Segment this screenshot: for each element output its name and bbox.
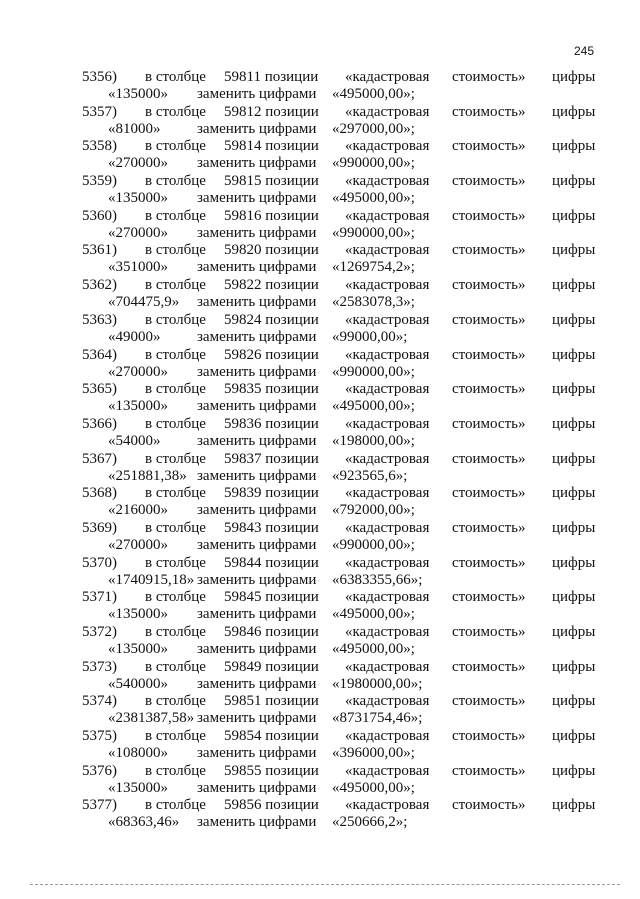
entry-line-2 <box>0 259 640 276</box>
entry-line-1 <box>0 624 640 641</box>
column-word: в столбце <box>145 69 206 85</box>
new-value: «990000,00»; <box>332 363 415 380</box>
new-value: «495000,00»; <box>332 641 415 657</box>
position-code: 59820 позиции <box>224 242 319 259</box>
entry-line-2 <box>0 121 640 138</box>
old-value: «135000» <box>108 641 168 657</box>
new-value: «495000,00»; <box>332 779 415 796</box>
old-value: «49000» <box>108 328 161 345</box>
replace-phrase: заменить цифрами <box>197 86 317 102</box>
entry-line-2 <box>0 641 640 658</box>
amendment-list <box>0 69 640 832</box>
column-word: в столбце <box>145 728 206 745</box>
old-value: «135000» <box>108 779 168 796</box>
cadastral-word: «кадастровая <box>345 658 430 675</box>
entry-line-2 <box>0 364 640 381</box>
position-code: 59835 позиции <box>224 381 319 398</box>
old-value: «135000» <box>108 606 168 623</box>
cost-word: стоимость» <box>452 103 526 120</box>
cadastral-word: «кадастровая <box>345 693 430 710</box>
old-value: «270000» <box>108 363 168 380</box>
entry-number: 5359) <box>82 173 117 190</box>
cadastral-word: «кадастровая <box>345 207 430 224</box>
new-value: «198000,00»; <box>332 432 415 449</box>
cadastral-word: «кадастровая <box>345 311 430 328</box>
cadastral-word: «кадастровая <box>345 138 430 155</box>
digits-word: цифры <box>552 450 596 467</box>
entry-number: 5356) <box>82 69 117 85</box>
entry-number: 5357) <box>82 103 117 120</box>
new-value: «495000,00»; <box>332 606 415 623</box>
entry-line-2 <box>0 86 640 103</box>
column-word: в столбце <box>145 311 206 328</box>
entry-line-1 <box>0 277 640 294</box>
entry-number: 5374) <box>82 693 117 710</box>
digits-word: цифры <box>552 103 596 120</box>
old-value: «540000» <box>108 675 168 692</box>
entry-line-2 <box>0 745 640 762</box>
cadastral-word: «кадастровая <box>345 346 430 363</box>
column-word: в столбце <box>145 103 206 120</box>
old-value: «270000» <box>108 224 168 241</box>
entry-line-1 <box>0 520 640 537</box>
page-number: 245 <box>573 44 594 58</box>
entry-line-2 <box>0 225 640 242</box>
replace-phrase: заменить цифрами <box>197 606 317 623</box>
column-word: в столбце <box>145 450 206 467</box>
column-word: в столбце <box>145 346 206 363</box>
column-word: в столбце <box>145 138 206 155</box>
list-item <box>0 624 640 659</box>
cadastral-word: «кадастровая <box>345 624 430 640</box>
position-code: 59824 позиции <box>224 311 319 328</box>
replace-phrase: заменить цифрами <box>197 259 317 276</box>
replace-phrase: заменить цифрами <box>197 536 317 553</box>
entry-line-2 <box>0 676 640 693</box>
old-value: «81000» <box>108 120 161 137</box>
list-item <box>0 208 640 243</box>
entry-line-2 <box>0 433 640 450</box>
digits-word: цифры <box>552 242 596 259</box>
cost-word: стоимость» <box>452 519 526 536</box>
entry-line-1 <box>0 763 640 780</box>
new-value: «297000,00»; <box>332 120 415 137</box>
cost-word: стоимость» <box>452 381 526 398</box>
list-item <box>0 138 640 173</box>
entry-line-1 <box>0 312 640 329</box>
cadastral-word: «кадастровая <box>345 69 430 85</box>
list-item <box>0 104 640 139</box>
old-value: «54000» <box>108 432 161 449</box>
column-word: в столбце <box>145 381 206 398</box>
entry-line-2 <box>0 294 640 311</box>
cost-word: стоимость» <box>452 554 526 571</box>
list-item <box>0 173 640 208</box>
position-code: 59849 позиции <box>224 658 319 675</box>
column-word: в столбце <box>145 207 206 224</box>
new-value: «250666,2»; <box>332 814 408 831</box>
cost-word: стоимость» <box>452 242 526 259</box>
list-item <box>0 277 640 312</box>
digits-word: цифры <box>552 173 596 190</box>
digits-word: цифры <box>552 728 596 745</box>
new-value: «1269754,2»; <box>332 259 415 276</box>
entry-number: 5361) <box>82 242 117 259</box>
new-value: «990000,00»; <box>332 536 415 553</box>
replace-phrase: заменить цифрами <box>197 120 317 137</box>
new-value: «99000,00»; <box>332 328 408 345</box>
column-word: в столбце <box>145 762 206 779</box>
cost-word: стоимость» <box>452 762 526 779</box>
old-value: «270000» <box>108 536 168 553</box>
entry-number: 5363) <box>82 311 117 328</box>
old-value: «270000» <box>108 155 168 172</box>
list-item <box>0 763 640 798</box>
list-item <box>0 485 640 520</box>
list-item <box>0 242 640 277</box>
replace-phrase: заменить цифрами <box>197 224 317 241</box>
cadastral-word: «кадастровая <box>345 277 430 294</box>
entry-number: 5375) <box>82 728 117 745</box>
entry-number: 5370) <box>82 554 117 571</box>
replace-phrase: заменить цифрами <box>197 190 317 207</box>
entry-line-2 <box>0 780 640 797</box>
entry-number: 5367) <box>82 450 117 467</box>
cost-word: стоимость» <box>452 589 526 606</box>
old-value: «135000» <box>108 190 168 207</box>
cost-word: стоимость» <box>452 693 526 710</box>
list-item <box>0 520 640 555</box>
entry-number: 5373) <box>82 658 117 675</box>
entry-number: 5365) <box>82 381 117 398</box>
digits-word: цифры <box>552 69 596 85</box>
new-value: «495000,00»; <box>332 86 415 102</box>
entry-line-1 <box>0 659 640 676</box>
entry-line-1 <box>0 381 640 398</box>
cost-word: стоимость» <box>452 346 526 363</box>
replace-phrase: заменить цифрами <box>197 432 317 449</box>
entry-line-1 <box>0 347 640 364</box>
cost-word: стоимость» <box>452 415 526 432</box>
entry-line-1 <box>0 104 640 121</box>
entry-line-1 <box>0 728 640 745</box>
position-code: 59812 позиции <box>224 103 319 120</box>
entry-line-1 <box>0 589 640 606</box>
cadastral-word: «кадастровая <box>345 589 430 606</box>
list-item <box>0 69 640 104</box>
cost-word: стоимость» <box>452 311 526 328</box>
old-value: «108000» <box>108 745 168 762</box>
cadastral-word: «кадастровая <box>345 173 430 190</box>
entry-number: 5369) <box>82 519 117 536</box>
column-word: в столбце <box>145 415 206 432</box>
cost-word: стоимость» <box>452 277 526 294</box>
column-word: в столбце <box>145 277 206 294</box>
position-code: 59839 позиции <box>224 485 319 502</box>
entry-number: 5376) <box>82 762 117 779</box>
cost-word: стоимость» <box>452 624 526 640</box>
list-item <box>0 555 640 590</box>
entry-number: 5372) <box>82 624 117 640</box>
cost-word: стоимость» <box>452 138 526 155</box>
digits-word: цифры <box>552 346 596 363</box>
cadastral-word: «кадастровая <box>345 728 430 745</box>
digits-word: цифры <box>552 207 596 224</box>
entry-line-1 <box>0 416 640 433</box>
new-value: «792000,00»; <box>332 502 415 519</box>
cadastral-word: «кадастровая <box>345 519 430 536</box>
list-item <box>0 659 640 694</box>
digits-word: цифры <box>552 519 596 536</box>
entry-number: 5358) <box>82 138 117 155</box>
entry-line-2 <box>0 468 640 485</box>
position-code: 59843 позиции <box>224 519 319 536</box>
entry-number: 5368) <box>82 485 117 502</box>
entry-line-2 <box>0 398 640 415</box>
column-word: в столбце <box>145 693 206 710</box>
entry-line-1 <box>0 797 640 814</box>
entry-line-2 <box>0 329 640 346</box>
replace-phrase: заменить цифрами <box>197 467 317 484</box>
digits-word: цифры <box>552 381 596 398</box>
old-value: «704475,9» <box>108 294 180 311</box>
cadastral-word: «кадастровая <box>345 381 430 398</box>
column-word: в столбце <box>145 589 206 606</box>
digits-word: цифры <box>552 311 596 328</box>
position-code: 59836 позиции <box>224 415 319 432</box>
replace-phrase: заменить цифрами <box>197 294 317 311</box>
position-code: 59811 позиции <box>224 69 319 85</box>
list-item <box>0 416 640 451</box>
entry-number: 5364) <box>82 346 117 363</box>
entry-line-2 <box>0 537 640 554</box>
entry-line-1 <box>0 485 640 502</box>
entry-line-1 <box>0 242 640 259</box>
position-code: 59826 позиции <box>224 346 319 363</box>
new-value: «923565,6»; <box>332 467 408 484</box>
position-code: 59837 позиции <box>224 450 319 467</box>
cadastral-word: «кадастровая <box>345 450 430 467</box>
entry-line-2 <box>0 572 640 589</box>
old-value: «251881,38» <box>108 467 187 484</box>
cost-word: стоимость» <box>452 485 526 502</box>
replace-phrase: заменить цифрами <box>197 745 317 762</box>
entry-line-1 <box>0 69 640 86</box>
cadastral-word: «кадастровая <box>345 103 430 120</box>
column-word: в столбце <box>145 519 206 536</box>
column-word: в столбце <box>145 485 206 502</box>
digits-word: цифры <box>552 797 596 814</box>
replace-phrase: заменить цифрами <box>197 328 317 345</box>
new-value: «495000,00»; <box>332 398 415 415</box>
digits-word: цифры <box>552 138 596 155</box>
old-value: «135000» <box>108 398 168 415</box>
position-code: 59851 позиции <box>224 693 319 710</box>
replace-phrase: заменить цифрами <box>197 641 317 657</box>
entry-number: 5366) <box>82 415 117 432</box>
column-word: в столбце <box>145 797 206 814</box>
cadastral-word: «кадастровая <box>345 415 430 432</box>
replace-phrase: заменить цифрами <box>197 398 317 415</box>
list-item <box>0 589 640 624</box>
digits-word: цифры <box>552 624 596 640</box>
cost-word: стоимость» <box>452 728 526 745</box>
entry-line-1 <box>0 138 640 155</box>
page-bottom-rule <box>30 884 620 885</box>
old-value: «1740915,18» <box>108 571 195 588</box>
replace-phrase: заменить цифрами <box>197 363 317 380</box>
entry-number: 5362) <box>82 277 117 294</box>
entry-line-2 <box>0 502 640 519</box>
entry-line-2 <box>0 155 640 172</box>
position-code: 59854 позиции <box>224 728 319 745</box>
cost-word: стоимость» <box>452 173 526 190</box>
position-code: 59855 позиции <box>224 762 319 779</box>
cost-word: стоимость» <box>452 207 526 224</box>
replace-phrase: заменить цифрами <box>197 571 317 588</box>
new-value: «990000,00»; <box>332 224 415 241</box>
new-value: «8731754,46»; <box>332 710 423 727</box>
digits-word: цифры <box>552 762 596 779</box>
new-value: «6383355,66»; <box>332 571 423 588</box>
cadastral-word: «кадастровая <box>345 485 430 502</box>
new-value: «2583078,3»; <box>332 294 415 311</box>
new-value: «495000,00»; <box>332 190 415 207</box>
position-code: 59844 позиции <box>224 554 319 571</box>
replace-phrase: заменить цифрами <box>197 155 317 172</box>
old-value: «135000» <box>108 86 168 102</box>
entry-line-1 <box>0 555 640 572</box>
entry-line-2 <box>0 814 640 831</box>
digits-word: цифры <box>552 693 596 710</box>
position-code: 59845 позиции <box>224 589 319 606</box>
cadastral-word: «кадастровая <box>345 797 430 814</box>
old-value: «2381387,58» <box>108 710 195 727</box>
list-item <box>0 797 640 832</box>
column-word: в столбце <box>145 658 206 675</box>
column-word: в столбце <box>145 554 206 571</box>
cost-word: стоимость» <box>452 797 526 814</box>
cost-word: стоимость» <box>452 450 526 467</box>
digits-word: цифры <box>552 554 596 571</box>
column-word: в столбце <box>145 242 206 259</box>
column-word: в столбце <box>145 624 206 640</box>
digits-word: цифры <box>552 485 596 502</box>
entry-line-1 <box>0 451 640 468</box>
list-item <box>0 381 640 416</box>
replace-phrase: заменить цифрами <box>197 779 317 796</box>
replace-phrase: заменить цифрами <box>197 710 317 727</box>
entry-number: 5360) <box>82 207 117 224</box>
entry-line-1 <box>0 208 640 225</box>
position-code: 59816 позиции <box>224 207 319 224</box>
entry-line-1 <box>0 173 640 190</box>
replace-phrase: заменить цифрами <box>197 814 317 831</box>
old-value: «216000» <box>108 502 168 519</box>
cost-word: стоимость» <box>452 658 526 675</box>
digits-word: цифры <box>552 589 596 606</box>
replace-phrase: заменить цифрами <box>197 502 317 519</box>
position-code: 59815 позиции <box>224 173 319 190</box>
entry-number: 5371) <box>82 589 117 606</box>
cadastral-word: «кадастровая <box>345 554 430 571</box>
list-item <box>0 347 640 382</box>
new-value: «990000,00»; <box>332 155 415 172</box>
replace-phrase: заменить цифрами <box>197 675 317 692</box>
digits-word: цифры <box>552 277 596 294</box>
list-item <box>0 451 640 486</box>
position-code: 59822 позиции <box>224 277 319 294</box>
position-code: 59856 позиции <box>224 797 319 814</box>
cadastral-word: «кадастровая <box>345 762 430 779</box>
entry-line-1 <box>0 693 640 710</box>
entry-line-2 <box>0 606 640 623</box>
cost-word: стоимость» <box>452 69 526 85</box>
position-code: 59814 позиции <box>224 138 319 155</box>
list-item <box>0 312 640 347</box>
list-item <box>0 693 640 728</box>
position-code: 59846 позиции <box>224 624 319 640</box>
new-value: «1980000,00»; <box>332 675 423 692</box>
list-item <box>0 728 640 763</box>
cadastral-word: «кадастровая <box>345 242 430 259</box>
column-word: в столбце <box>145 173 206 190</box>
digits-word: цифры <box>552 415 596 432</box>
entry-line-2 <box>0 190 640 207</box>
new-value: «396000,00»; <box>332 745 415 762</box>
old-value: «68363,46» <box>108 814 180 831</box>
old-value: «351000» <box>108 259 168 276</box>
entry-line-2 <box>0 710 640 727</box>
digits-word: цифры <box>552 658 596 675</box>
entry-number: 5377) <box>82 797 117 814</box>
